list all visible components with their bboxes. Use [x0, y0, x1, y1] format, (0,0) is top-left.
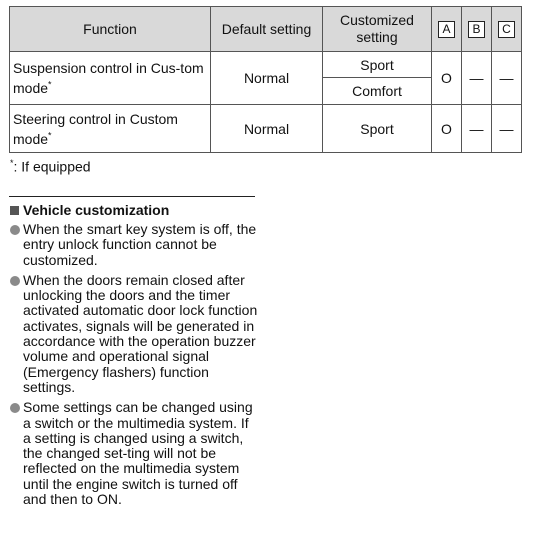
- table-row: [10, 105, 522, 153]
- mark-a-cell: O: [432, 52, 462, 105]
- mark-b-cell: —: [462, 105, 492, 153]
- header-function: Function: [10, 7, 211, 52]
- header-c: [492, 7, 522, 52]
- header-default-setting: Default setting: [211, 7, 323, 52]
- footnote-text: : If equipped: [13, 158, 91, 175]
- circle-bullet-icon: [10, 403, 20, 413]
- customized-option-cell: Sport: [323, 52, 432, 78]
- mark-b-cell: —: [462, 52, 492, 105]
- header-customized-setting: Customized setting: [323, 7, 432, 52]
- vehicle-customization-section: [10, 202, 260, 512]
- asterisk-mark: *: [48, 79, 52, 90]
- section-title: [10, 202, 260, 218]
- list-item-text: Some settings can be changed using a switch or the multimedia system. If a setting is changed using a switch, the changed set-ting will not be reflected on the multimedia system until the engine switch is turned off and then to ON.: [23, 399, 253, 508]
- header-b-label: B: [468, 21, 485, 38]
- header-b: [462, 7, 492, 52]
- customization-table: [9, 6, 522, 153]
- function-cell: [10, 52, 211, 105]
- square-bullet-icon: [10, 206, 19, 215]
- customized-option-cell: Comfort: [323, 78, 432, 105]
- circle-bullet-icon: [10, 276, 20, 286]
- default-setting-cell: Normal: [211, 105, 323, 153]
- default-setting-cell: Normal: [211, 52, 323, 105]
- footnote-mark: *: [10, 158, 14, 168]
- header-c-label: C: [498, 21, 515, 38]
- function-suspension: Suspension control in Cus-tom mode: [13, 60, 204, 96]
- customized-option-cell: Sport: [323, 105, 432, 153]
- list-item-text: When the smart key system is off, the entry unlock function cannot be customized.: [23, 221, 257, 268]
- table-header-row: [10, 7, 522, 52]
- list-item-text: When the doors remain closed after unlocking the doors and the timer activated automatic door lock function activates, signals will be generated in accordance with the operation buzzer volume and operational signal (Emergency flashers) function settings.: [23, 271, 258, 395]
- footnote: [10, 158, 91, 175]
- section-title-text: Vehicle customization: [23, 202, 170, 218]
- function-steering: Steering control in Custom mode: [13, 110, 178, 147]
- circle-bullet-icon: [10, 225, 20, 235]
- list-item: [10, 222, 260, 268]
- asterisk-mark: *: [48, 129, 52, 140]
- section-divider: [9, 196, 255, 197]
- mark-c-cell: —: [492, 52, 522, 105]
- mark-c-cell: —: [492, 105, 522, 153]
- table-row: [10, 52, 522, 78]
- function-cell: [10, 105, 211, 153]
- header-a-label: A: [438, 21, 455, 38]
- mark-a-cell: O: [432, 105, 462, 153]
- header-a: [432, 7, 462, 52]
- list-item: [10, 273, 260, 395]
- list-item: [10, 400, 260, 507]
